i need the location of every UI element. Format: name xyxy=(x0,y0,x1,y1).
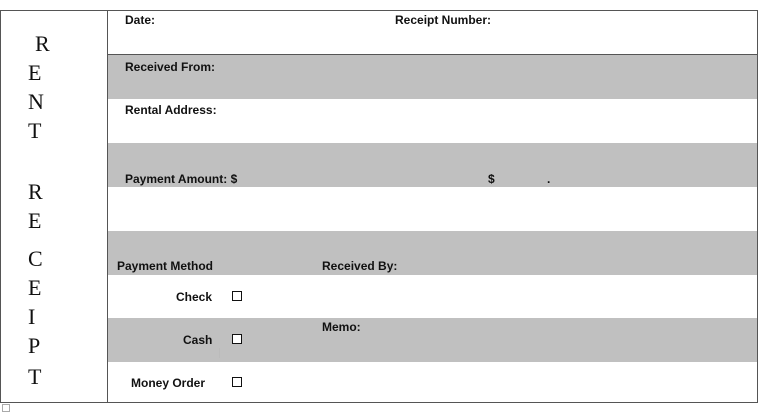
receipt-number-label: Receipt Number: xyxy=(395,13,492,27)
dollar-sign-label: $ xyxy=(488,172,495,186)
side-title-letter: E xyxy=(28,208,42,233)
side-title-letter: P xyxy=(28,333,41,358)
money-order-option-row xyxy=(108,361,757,403)
memo-label: Memo: xyxy=(322,320,361,334)
rent-receipt-side-title xyxy=(1,11,108,402)
side-title-letter: E xyxy=(28,60,42,85)
cash-option-label: Cash xyxy=(183,333,213,347)
side-title-letter: E xyxy=(28,275,42,300)
money-order-option-label: Money Order xyxy=(131,376,206,390)
payment-method-row xyxy=(108,231,757,275)
payment-amount-row xyxy=(108,143,757,187)
date-row xyxy=(108,11,757,55)
rental-address-row xyxy=(108,99,757,143)
check-option-label: Check xyxy=(176,290,213,304)
check-option-row xyxy=(108,275,757,319)
payment-amount-label: Payment Amount: $ xyxy=(125,172,238,186)
side-title-letter: R xyxy=(28,179,43,204)
paragraph-marker-icon xyxy=(2,404,10,412)
side-title-letter: T xyxy=(28,118,42,143)
date-label: Date: xyxy=(125,13,156,27)
decimal-point-label: . xyxy=(547,172,551,186)
check-checkbox[interactable] xyxy=(232,291,242,301)
side-title-letter: T xyxy=(28,364,42,389)
payment-method-label: Payment Method xyxy=(117,259,214,273)
divider-mark xyxy=(219,348,220,358)
side-title-letter: N xyxy=(28,89,44,114)
cash-option-row xyxy=(108,318,757,362)
side-title-letter: I xyxy=(28,304,36,329)
money-order-checkbox[interactable] xyxy=(232,377,242,387)
receipt-fields-grid xyxy=(108,11,757,402)
received-from-row xyxy=(108,55,757,99)
side-title-letter: R xyxy=(35,31,50,56)
received-from-label: Received From: xyxy=(125,60,216,74)
side-title-letter: C xyxy=(28,246,43,271)
cash-checkbox[interactable] xyxy=(232,334,242,344)
rent-receipt-form xyxy=(0,10,758,403)
rental-address-label: Rental Address: xyxy=(125,103,217,117)
received-by-label: Received By: xyxy=(322,259,398,273)
blank-row xyxy=(108,187,757,231)
